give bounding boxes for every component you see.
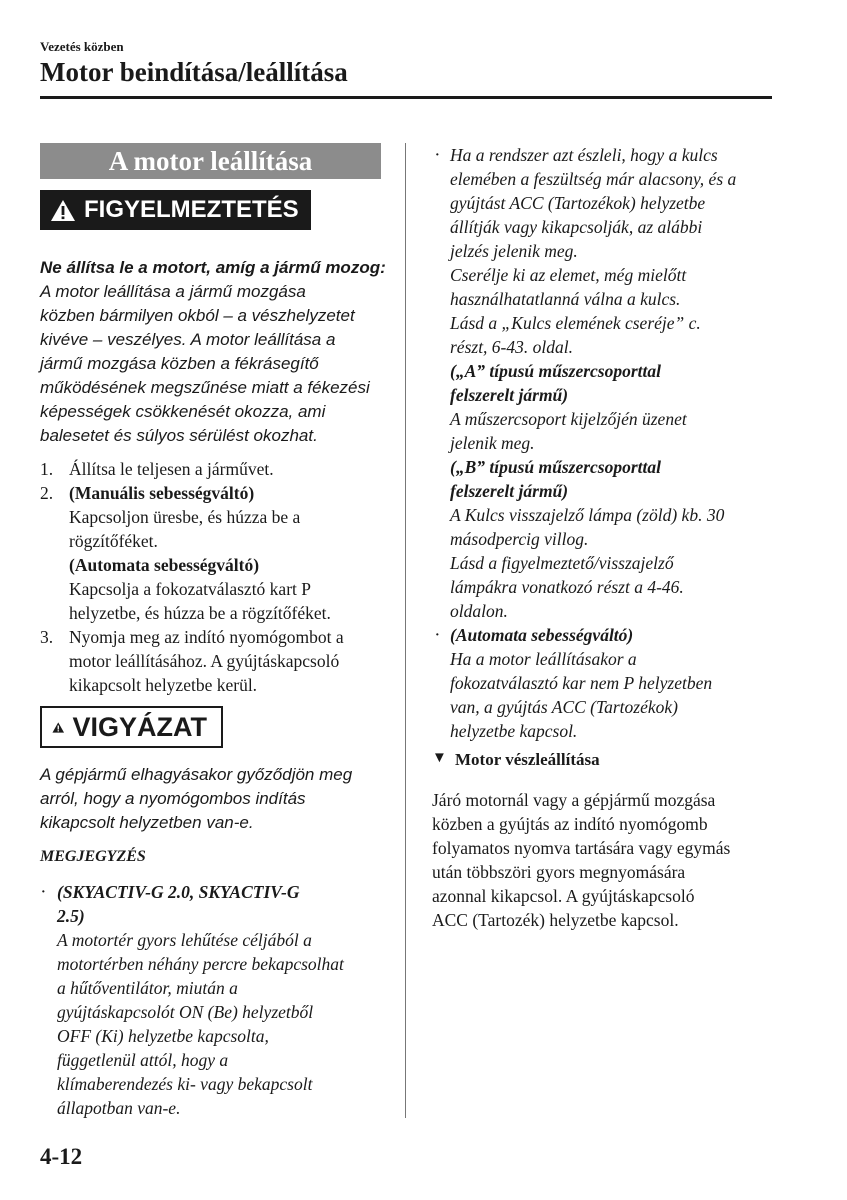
- note-line: oldalon.: [450, 601, 508, 621]
- warning-label: FIGYELMEZTETÉS: [84, 196, 299, 223]
- note-line: Cserélje ki az elemet, még mielőtt: [450, 265, 687, 285]
- note-line: elemében a feszültség már alacsony, és a: [450, 169, 737, 189]
- note-line: fokozatválasztó kar nem P helyzetben: [450, 673, 713, 693]
- warning-line: A motor leállítása a jármű mozgása: [40, 282, 306, 301]
- note-line: jelzés jelenik meg.: [450, 241, 578, 261]
- step-line: kikapcsolt helyzetbe kerül.: [69, 675, 258, 695]
- step-number: 1.: [40, 459, 54, 479]
- note-heading: MEGJEGYZÉS: [40, 848, 146, 865]
- body-line: folyamatos nyomva tartására vagy egymás: [432, 838, 731, 858]
- step-line: Állítsa le teljesen a járművet.: [69, 459, 274, 479]
- note-line: A motortér gyors lehűtése céljából a: [57, 930, 312, 950]
- step-line: Nyomja meg az indító nyomógombot a: [69, 627, 344, 647]
- note-line: jelenik meg.: [450, 433, 535, 453]
- subsection-heading: Motor vészleállítása: [455, 750, 600, 769]
- bullet: ·: [435, 628, 440, 643]
- step-line: helyzetbe, és húzza be a rögzítőféket.: [69, 603, 331, 623]
- warning-triangle-icon: [50, 199, 76, 222]
- body-line: ACC (Tartozék) helyzetbe kapcsol.: [432, 910, 679, 930]
- body-line: közben a gyújtás az indító nyomógomb: [432, 814, 708, 834]
- title-rule: [40, 96, 772, 99]
- note-line: Ha a rendszer azt észleli, hogy a kulcs: [450, 145, 718, 165]
- step-line: Kapcsoljon üresbe, és húzza be a: [69, 507, 301, 527]
- note-line: állítják vagy kikapcsolják, az alábbi: [450, 217, 703, 237]
- note-line: függetlenül attól, hogy a: [57, 1050, 229, 1070]
- note-line: van, a gyújtás ACC (Tartozékok): [450, 697, 678, 717]
- note-line: a hűtőventilátor, miután a: [57, 978, 238, 998]
- note-subheading: felszerelt jármű): [450, 385, 569, 405]
- caution-label: VIGYÁZAT: [72, 711, 207, 742]
- note-line: OFF (Ki) helyzetbe kapcsolta,: [57, 1026, 269, 1046]
- note-line: Ha a motor leállításakor a: [450, 649, 637, 669]
- warning-line: kivéve – veszélyes. A motor leállítása a: [40, 330, 336, 349]
- column-divider: [405, 143, 406, 1118]
- bullet: ·: [41, 885, 46, 900]
- triangle-down-icon: ▼: [432, 750, 447, 766]
- warning-line: működésének megszűnése miatt a fékezési: [40, 378, 370, 397]
- warning-triangle-icon: [52, 715, 65, 740]
- note-line: klímaberendezés ki- vagy bekapcsolt: [57, 1074, 313, 1094]
- body-line: azonnal kikapcsol. A gyújtáskapcsoló: [432, 886, 695, 906]
- warning-badge: [40, 190, 311, 230]
- warning-line: közben bármilyen okból – a vészhelyzetet: [40, 306, 355, 325]
- warning-line: jármű mozgása közben a fékrásegítő: [40, 354, 319, 373]
- note-line: A Kulcs visszajelző lámpa (zöld) kb. 30: [450, 505, 725, 525]
- note-line: másodpercig villog.: [450, 529, 589, 549]
- note-line: állapotban van-e.: [57, 1098, 181, 1118]
- caution-line: A gépjármű elhagyásakor győződjön meg: [40, 765, 353, 784]
- step-line: Kapcsolja a fokozatválasztó kart P: [69, 579, 311, 599]
- note-line: gyújtáskapcsolót ON (Be) helyzetből: [57, 1002, 314, 1022]
- caution-line: kikapcsolt helyzetben van-e.: [40, 813, 254, 832]
- note-line: gyújtást ACC (Tartozékok) helyzetbe: [450, 193, 706, 213]
- note-line: motortérben néhány percre bekapcsolhat: [57, 954, 344, 974]
- note-line: A műszercsoport kijelzőjén üzenet: [450, 409, 687, 429]
- note-line: részt, 6-43. oldal.: [450, 337, 573, 357]
- step-subheading: (Automata sebességváltó): [69, 555, 260, 575]
- page-title: Motor beindítása/leállítása: [40, 57, 348, 87]
- note-subheading: 2.5): [57, 906, 85, 926]
- body-line: Járó motornál vagy a gépjármű mozgása: [432, 790, 716, 810]
- note-line: Lásd a figyelmeztető/visszajelző: [450, 553, 674, 573]
- note-line: lámpákra vonatkozó részt a 4-46.: [450, 577, 684, 597]
- step-number: 2.: [40, 483, 54, 503]
- step-subheading: (Manuális sebességváltó): [69, 483, 255, 503]
- step-line: rögzítőféket.: [69, 531, 158, 551]
- note-line: Lásd a „Kulcs elemének cseréje” c.: [450, 313, 701, 333]
- note-line: helyzetbe kapcsol.: [450, 721, 578, 741]
- caution-badge: [40, 706, 223, 748]
- section-title: A motor leállítása: [40, 143, 381, 179]
- step-line: motor leállításához. A gyújtáskapcsoló: [69, 651, 340, 671]
- note-subheading: („B” típusú műszercsoporttal: [450, 457, 662, 477]
- note-subheading: („A” típusú műszercsoporttal: [450, 361, 662, 381]
- note-subheading: (SKYACTIV-G 2.0, SKYACTIV-G: [57, 882, 300, 902]
- page-number: 4-12: [40, 1144, 83, 1169]
- caution-line: arról, hogy a nyomógombos indítás: [40, 789, 306, 808]
- breadcrumb: Vezetés közben: [40, 39, 124, 54]
- warning-line: balesetet és súlyos sérülést okozhat.: [40, 426, 318, 445]
- warning-lead: Ne állítsa le a motort, amíg a jármű mozog:: [40, 258, 386, 277]
- body-line: után többszöri gyors megnyomására: [432, 862, 686, 882]
- bullet: ·: [435, 148, 440, 163]
- step-number: 3.: [40, 627, 54, 647]
- note-subheading: (Automata sebességváltó): [450, 625, 634, 645]
- warning-line: képességek csökkenését okozza, ami: [40, 402, 326, 421]
- note-line: használhatatlanná válna a kulcs.: [450, 289, 681, 309]
- note-subheading: felszerelt jármű): [450, 481, 569, 501]
